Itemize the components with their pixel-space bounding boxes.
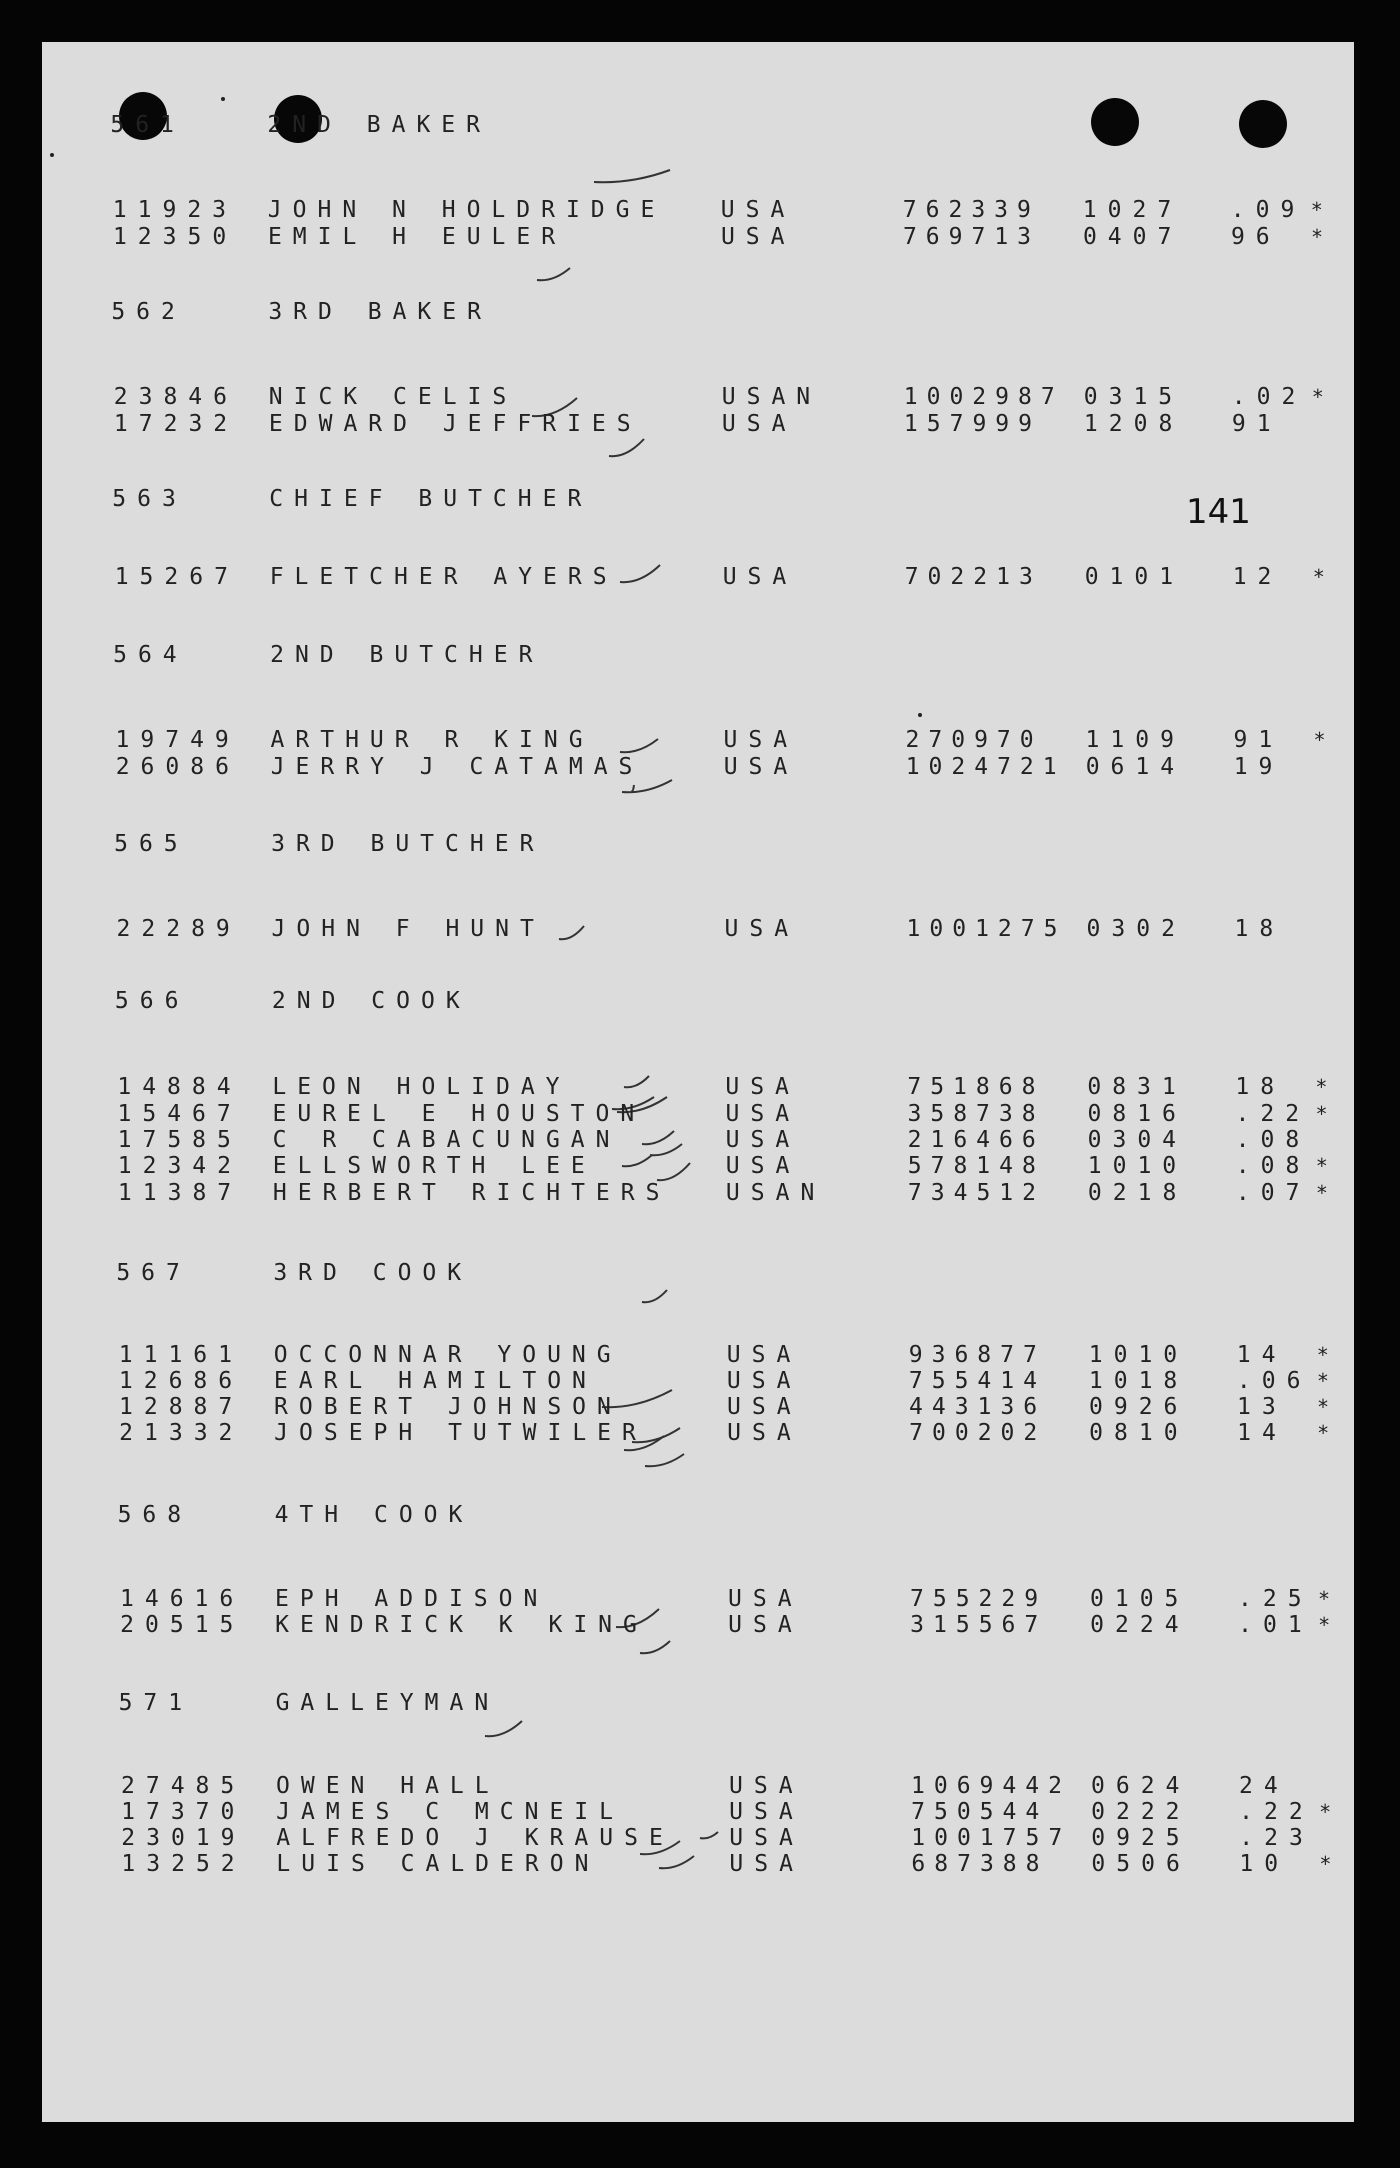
asterisk-mark: * [1318,1587,1331,1611]
asterisk-mark: * [1318,1613,1331,1637]
citizenship: USA [725,1074,800,1100]
citizenship: USA [726,1342,802,1368]
check-mark [642,1131,674,1144]
employee-number: 22289 [116,916,241,942]
rate-code: .22 [1235,1101,1311,1127]
citizenship: USA [729,1773,804,1799]
date-code: 0831 [1087,1074,1187,1100]
document-number: 443136 [909,1394,1047,1420]
employee-number: 23019 [121,1825,246,1851]
employee-name: NICK CELIS [268,384,518,410]
date-code: 1027 [1082,197,1183,223]
rate-code: 91 [1233,727,1284,753]
section-code: 571 [118,1690,194,1716]
date-code: 0101 [1084,564,1185,590]
section-code: 563 [112,486,187,512]
check-mark [659,1856,694,1868]
employee-number: 23846 [113,384,239,410]
section-title: 3RD COOK [273,1260,473,1286]
document-number: 769713 [902,224,1041,250]
date-code: 0624 [1091,1773,1191,1799]
employee-number: 19749 [115,727,240,753]
date-code: 0302 [1086,916,1186,942]
asterisk-mark: * [1315,1075,1328,1099]
employee-name: LUIS CALDERON [276,1851,600,1877]
check-mark [485,1721,522,1736]
employee-number: 12350 [112,224,238,250]
section-title: 2ND BAKER [267,112,491,138]
check-mark [632,785,634,790]
rate-code: 18 [1234,916,1285,942]
section-code: 561 [110,112,185,138]
date-code: 0407 [1082,224,1183,250]
rate-code: .23 [1239,1825,1314,1851]
citizenship: USA [725,1101,801,1127]
citizenship: USA [728,1586,803,1612]
document-number: 1069442 [911,1773,1071,1799]
rate-code: .09 [1230,197,1306,223]
asterisk-mark: * [1311,385,1324,409]
date-code: 0614 [1085,754,1186,780]
citizenship: USAN [725,1180,826,1206]
employee-name: OWEN HALL [276,1773,500,1799]
employee-name: JERRY J CATAMAS [270,754,644,780]
section-title: 2ND BUTCHER [270,642,544,668]
check-mark [640,1641,670,1653]
asterisk-mark: * [1317,1395,1330,1419]
asterisk-mark: * [1316,1343,1329,1367]
employee-number: 12342 [117,1153,243,1179]
date-code: 1010 [1087,1153,1188,1179]
citizenship: USA [723,727,799,753]
check-mark [537,268,570,280]
rate-code: 24 [1239,1773,1289,1799]
document-page [42,42,1354,2122]
date-code: 1018 [1088,1368,1189,1394]
section-title: 4TH COOK [274,1502,474,1528]
employee-number: 11387 [117,1180,243,1206]
rate-code: .06 [1236,1368,1312,1394]
employee-name: ROBERT JOHNSON [274,1394,622,1420]
document-number: 1001757 [911,1825,1072,1851]
document-number: 700202 [909,1420,1047,1446]
check-mark [594,170,670,182]
check-mark [650,1144,682,1155]
document-number: 687388 [911,1851,1049,1877]
section-title: GALLEYMAN [275,1690,500,1716]
citizenship: USA [725,1127,801,1153]
rate-code: 19 [1233,754,1284,780]
employee-number: 12887 [119,1394,244,1420]
section-code: 568 [117,1502,193,1528]
employee-number: 15267 [114,564,239,590]
employee-name: JAMES C MCNEIL [276,1799,624,1825]
employee-name: EPH ADDISON [275,1586,549,1612]
employee-number: 20515 [120,1612,245,1638]
rate-code: .02 [1231,384,1307,410]
citizenship: USA [720,224,796,250]
employee-name: JOSEPH TUTWILER [274,1420,647,1446]
employee-name: ELLSWORTH LEE [272,1153,596,1179]
employee-name: KENDRICK K KING [275,1612,648,1638]
employee-number: 17232 [113,411,239,437]
rate-code: 96 [1230,224,1281,250]
citizenship: USA [724,916,800,942]
employee-number: 11161 [118,1342,243,1368]
document-number: 358738 [907,1101,1045,1127]
section-title: CHIEF BUTCHER [269,486,593,512]
rate-code: 14 [1236,1342,1287,1368]
employee-number: 12686 [118,1368,244,1394]
check-mark [609,439,644,456]
employee-name: EUREL E HOUSTON [272,1101,646,1127]
rate-code: 10 [1239,1851,1290,1877]
rate-code: 91 [1231,411,1282,437]
document-number: 315567 [910,1612,1048,1638]
section-code: 566 [114,988,190,1014]
asterisk-mark: * [1316,1369,1329,1393]
asterisk-mark: * [1310,225,1323,249]
employee-name: C R CABACUNGAN [272,1127,621,1153]
asterisk-mark: * [1315,1102,1328,1126]
date-code: 1109 [1085,727,1185,753]
check-mark [657,1163,690,1180]
asterisk-mark: * [1315,1181,1328,1205]
citizenship: USA [723,754,799,780]
employee-number: 13252 [121,1851,246,1877]
rate-code: .07 [1235,1180,1311,1206]
rate-code: 18 [1235,1074,1286,1100]
rate-code: 14 [1237,1420,1287,1446]
rate-code: .01 [1238,1612,1313,1638]
employee-name: JOHN F HUNT [271,916,545,942]
date-code: 0218 [1087,1180,1188,1206]
employee-number: 27485 [121,1773,246,1799]
check-mark [622,780,672,792]
date-code: 0925 [1091,1825,1191,1851]
citizenship: USA [729,1799,804,1825]
asterisk-mark: * [1319,1800,1332,1824]
citizenship: USA [729,1825,804,1851]
employee-name: EDWARD JEFFRIES [268,411,642,437]
citizenship: USA [722,564,798,590]
check-mark [645,1454,684,1466]
date-code: 0222 [1091,1799,1191,1825]
rate-code: 13 [1237,1394,1287,1420]
date-code: 1208 [1083,411,1184,437]
asterisk-mark: * [1317,1421,1330,1445]
employee-number: 11923 [112,197,238,223]
section-code: 565 [114,831,189,857]
document-number: 1024721 [905,754,1066,780]
date-code: 0816 [1087,1101,1187,1127]
document-number: 936877 [908,1342,1046,1368]
document-number: 1001275 [906,916,1067,942]
section-title: 3RD BAKER [268,299,492,325]
employee-name: HERBERT RICHTERS [272,1180,671,1206]
employee-name: JOHN N HOLDRIDGE [267,197,666,223]
employee-name: LEON HOLIDAY [272,1074,571,1100]
rate-code: .08 [1235,1153,1311,1179]
rate-code: .08 [1235,1127,1311,1153]
document-number: 755414 [908,1368,1046,1394]
section-code: 562 [111,299,186,325]
employee-number: 14616 [120,1586,245,1612]
check-mark [622,1155,652,1166]
document-number: 578148 [907,1153,1045,1179]
citizenship: USA [720,197,796,223]
employee-name: EMIL H EULER [267,224,567,250]
document-number: 216466 [907,1127,1045,1153]
citizenship: USA [721,411,797,437]
section-code: 564 [113,642,188,668]
document-number: 1002987 [903,384,1064,410]
employee-number: 17585 [117,1127,242,1153]
citizenship: USA [729,1851,804,1877]
employee-number: 17370 [121,1799,246,1825]
asterisk-mark: * [1315,1154,1328,1178]
date-code: 0926 [1089,1394,1189,1420]
date-code: 0506 [1091,1851,1191,1877]
employee-name: OCCONNAR YOUNG [273,1342,622,1368]
document-number: 762339 [902,197,1040,223]
check-mark [700,1832,718,1838]
date-code: 0105 [1090,1586,1190,1612]
document-number: 751868 [907,1074,1045,1100]
asterisk-mark: * [1313,728,1326,752]
rate-code: 12 [1232,564,1283,590]
asterisk-mark: * [1319,1852,1332,1876]
rate-code: .22 [1239,1799,1314,1825]
employee-number: 26086 [115,754,240,780]
date-code: 1010 [1088,1342,1189,1368]
citizenship: USA [726,1368,802,1394]
document-number: 755229 [910,1586,1048,1612]
date-code: 0315 [1083,384,1184,410]
section-title: 2ND COOK [271,988,471,1014]
employee-number: 14884 [117,1074,242,1100]
date-code: 0810 [1089,1420,1189,1446]
document-number: 157999 [903,411,1041,437]
section-code: 567 [116,1260,191,1286]
citizenship: USA [728,1612,803,1638]
employee-name: ALFREDO J KRAUSE [276,1825,674,1851]
rate-code: .25 [1238,1586,1313,1612]
employee-name: FLETCHER AYERS [269,564,618,590]
employee-number: 15467 [117,1101,242,1127]
asterisk-mark: * [1310,198,1323,222]
document-number: 750544 [911,1799,1049,1825]
page-number: 141 [1186,492,1251,532]
date-code: 0304 [1087,1127,1188,1153]
citizenship: USA [725,1153,801,1179]
check-mark [642,1290,667,1302]
asterisk-mark: * [1312,565,1325,589]
check-mark [559,926,584,939]
document-number: 270970 [905,727,1043,753]
section-title: 3RD BUTCHER [271,831,545,857]
check-mark [620,739,658,752]
citizenship: USA [727,1394,802,1420]
check-mark [620,565,660,582]
document-number: 734512 [907,1180,1045,1206]
citizenship: USAN [721,384,822,410]
date-code: 0224 [1090,1612,1190,1638]
citizenship: USA [727,1420,802,1446]
employee-name: ARTHUR R KING [270,727,594,753]
employee-number: 21332 [119,1420,244,1446]
check-mark [624,1076,649,1087]
document-number: 702213 [904,564,1042,590]
employee-name: EARL HAMILTON [273,1368,597,1394]
